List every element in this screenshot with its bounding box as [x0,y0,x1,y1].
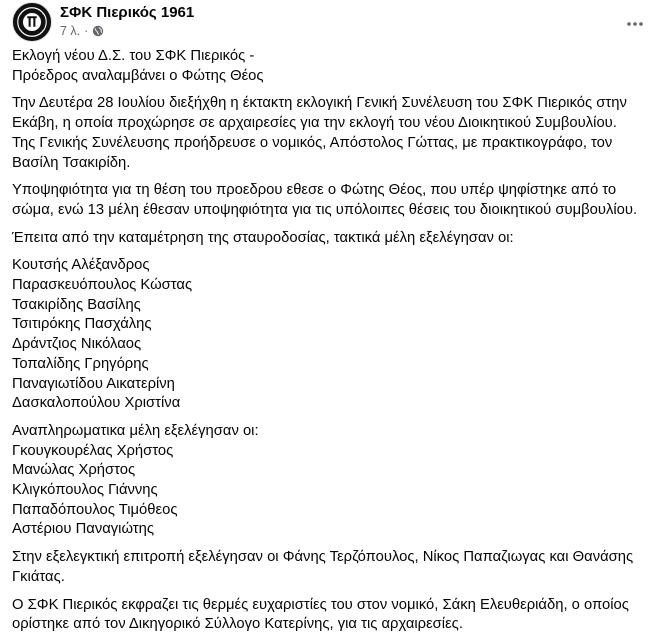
post-paragraph [12,422,657,540]
post-text-line: Εκάβη, η οποία προχώρησε σε αρχαιρεσίες για την εκλογή του νέου Διοικητικού Συμβουλίου. [12,115,617,132]
post-paragraph [12,181,657,220]
post-text-line: Γκιάτας. [12,568,65,585]
post-text-line: Κλιγκόπουλος Γιάννης [12,482,158,499]
post-text-line: Υποψηφιότητα για τη θέση του προεδρου εθεσε ο Φώτης Θέος, που υπέρ ψηφίστηκε από το [12,182,617,199]
post-text-line: Αστέριου Παναγιώτης [12,521,155,538]
post-paragraph [12,596,657,635]
post-text-line: Παπαδόπουλος Τιμόθεος [12,501,178,518]
post-text-line: Κουτσής Αλέξανδρος [12,257,150,274]
post-text-line: Της Γενικής Συνέλευσης προήδρευσε ο νομικός, Απόστολος Γώττας, με πρακτικογράφο, τον [12,134,613,151]
post-header [0,0,663,48]
post-text-line: Δράντζιος Νικόλαος [12,336,142,353]
post-text-line: Τσιτιρόκης Πασχάλης [12,316,152,333]
post-text-line: Αναπληρωματικα μέλη εξελέγησαν οι: [12,422,259,439]
post-text-line: ορίστηκε από τον Δικηγορικό Σύλλογο Κατερίνης, για τις αρχαιρεσίες. [12,616,463,633]
post-paragraph [12,256,657,414]
post-text-line: Έπειτα από την καταμέτρηση της σταυροδοσίας, τακτικά μέλη εξελέγησαν οι: [12,229,514,246]
post-text-line: Γκουγκουρέλας Χρήστος [12,442,174,459]
meta-separator: · [84,24,89,38]
post-text-line: Στην εξελεγκτική επιτροπή εξελέγησαν οι Φάνης Τερζόπουλος, Νίκος Παπαζιωγας και Θανάσης [12,549,634,566]
post-paragraph [12,47,657,86]
post-text-line: Την Δευτέρα 28 Ιουλίου διεξήχθη η έκτακτη εκλογική Γενική Συνέλευση του ΣΦΚ Πιερικός στην [12,95,627,112]
post-text-line: Τοπαλίδης Γρηγόρης [12,355,149,372]
globe-icon[interactable] [92,25,104,37]
post-paragraph [12,548,657,587]
post-text-line: σώμα, ενώ 13 μέλη έθεσαν υποψηφιότητα για τις υπόλοιπες θέσεις του διοικητικού συμβουλίου. [12,201,638,218]
more-horizontal-icon [625,14,645,34]
more-options-button[interactable] [617,6,653,42]
post-text-line: Παναγιωτίδου Αικατερίνη [12,375,175,392]
post-paragraph [12,229,657,249]
post-text-line: Ο ΣΦΚ Πιερικός εκφραζει τις θερμές ευχαριστίες του στον νομικό, Σάκη Ελευθεριάδη, ο οποίος [12,596,629,613]
post-paragraph [12,94,657,173]
post-text-line: Βασίλη Τσακιρίδη. [12,154,131,171]
post-text-line: Δασκαλοπούλου Χριστίνα [12,395,181,412]
post-text-line: Παρασκευόπουλος Κώστας [12,277,193,294]
post-text [12,47,657,643]
post-text-line: Τσακιρίδης Βασίλης [12,296,141,313]
post-timestamp[interactable]: 7 λ. [60,24,81,38]
post-text-line: Μανώλας Χρήστος [12,462,136,479]
page-name-link[interactable]: ΣΦΚ Πιερικός 1961 [60,4,195,21]
post-text-line: Εκλογή νέου Δ.Σ. του ΣΦΚ Πιερικός - [12,48,255,64]
post-meta [60,24,104,38]
club-logo-icon[interactable] [12,2,52,42]
post-text-line: Πρόεδρος αναλαμβάνει ο Φώτης Θέος [12,67,264,84]
